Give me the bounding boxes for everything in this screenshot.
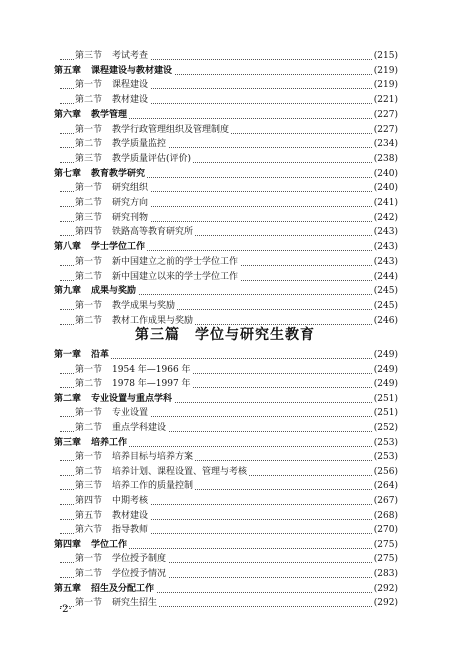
toc-entry-page: (292) [372, 595, 398, 611]
toc-entry-label [75, 269, 240, 285]
toc-section-entry [0, 551, 450, 567]
toc-entry-number: 第一节 [75, 452, 103, 463]
toc-entry-title: 铁路高等教育研究所 [112, 227, 194, 238]
toc-entry-title: 课程建设与教材建设 [91, 65, 173, 76]
toc-entry-number: 第三节 [75, 481, 103, 492]
toc-section-entry [0, 478, 450, 494]
toc-entry-label [75, 254, 240, 270]
toc-entry-title: 指导教师 [112, 525, 149, 536]
toc-entry-number: 第五章 [54, 65, 82, 76]
toc-entry-label [54, 283, 138, 299]
toc-chapter-entry [0, 166, 450, 182]
part-title: 第三篇 学位与研究生教育 [135, 327, 315, 343]
toc-chapter-entry [0, 435, 450, 451]
toc-entry-title: 教材工作成果与奖励 [112, 315, 194, 326]
toc-entry-number: 第二节 [75, 95, 103, 106]
toc-section-entry [0, 195, 450, 211]
toc-entry-page: (268) [372, 508, 398, 524]
toc-section-entry [0, 508, 450, 524]
toc-entry-number: 第三节 [75, 51, 103, 61]
toc-entry-label [75, 405, 150, 421]
toc-section-entry [0, 92, 450, 108]
toc-entry-page: (249) [372, 376, 398, 392]
toc-entry-label [54, 239, 147, 255]
toc-entry-number: 第八章 [54, 242, 82, 253]
toc-entry-title: 培养目标与培养方案 [112, 452, 194, 463]
toc-entry-title: 教学管理 [91, 109, 128, 120]
toc-section-entry [0, 180, 450, 196]
toc-section-entry [0, 122, 450, 138]
toc-entry-page: (252) [372, 420, 398, 436]
toc-chapter-entry [0, 239, 450, 255]
toc-entry-label [75, 210, 150, 226]
toc-entry-label [54, 107, 129, 123]
toc-entry-page: (256) [372, 464, 398, 480]
toc-section-entry [0, 298, 450, 314]
toc-entry-label [75, 464, 249, 480]
toc-chapter-entry [0, 347, 450, 363]
toc-entry-page: (249) [372, 347, 398, 363]
toc-section-entry [0, 77, 450, 93]
toc-entry-page: (251) [372, 405, 398, 421]
toc-section-entry [0, 254, 450, 270]
toc-entry-number: 第二节 [75, 466, 103, 477]
toc-section-entry [0, 224, 450, 240]
toc-entry-title: 研究刊物 [112, 212, 149, 223]
toc-section-entry [0, 493, 450, 509]
toc-entry-title: 新中国建立以来的学士学位工作 [112, 271, 239, 282]
toc-entry-title: 教学质量评估(评价) [112, 153, 192, 164]
toc-entry-number: 第二节 [75, 198, 103, 208]
toc-entry-page: (253) [372, 435, 398, 451]
toc-entry-label [75, 48, 150, 64]
toc-entry-title: 教学行政管理组织及管理制度 [112, 124, 230, 135]
toc-entry-label [75, 195, 150, 211]
toc-entry-title: 1978 年—1997 年 [112, 379, 191, 390]
toc-entry-title: 培养工作 [91, 437, 128, 448]
toc-section-entry [0, 449, 450, 465]
toc-entry-number: 第一节 [75, 598, 103, 609]
toc-entry-page: (270) [372, 522, 398, 538]
toc-entry-page: (249) [372, 362, 398, 378]
toc-entry-number: 第二节 [75, 379, 103, 390]
toc-entry-label [75, 478, 195, 494]
toc-entry-page: (267) [372, 493, 398, 509]
toc-entry-page: (221) [372, 92, 398, 108]
toc-entry-label [75, 522, 150, 538]
toc-entry-number: 第一节 [75, 554, 103, 565]
toc-entry-title: 考试考查 [112, 51, 149, 61]
toc-entry-page: (241) [372, 195, 398, 211]
toc-entry-title: 培养计划、课程设置、管理与考核 [112, 466, 248, 477]
page-number: ·2· [59, 604, 72, 615]
toc-chapter-entry [0, 283, 450, 299]
toc-entry-title: 招生及分配工作 [91, 583, 155, 594]
toc-entry-number: 第二节 [75, 423, 103, 433]
toc-chapter-entry [0, 391, 450, 407]
toc-entry-page: (227) [372, 107, 398, 123]
toc-entry-number: 第九章 [54, 286, 82, 297]
toc-entry-number: 第六章 [54, 109, 82, 120]
toc-entry-page: (246) [372, 313, 398, 329]
toc-entry-title: 沿革 [91, 350, 110, 360]
toc-entry-label [75, 180, 150, 196]
toc-entry-title: 教育教学研究 [91, 168, 146, 179]
toc-entry-title: 专业设置与重点学科 [91, 393, 173, 404]
toc-entry-number: 第五节 [75, 510, 103, 521]
toc-entry-title: 1954 年—1966 年 [112, 364, 191, 375]
toc-section-entry [0, 376, 450, 392]
toc-section-entry [0, 151, 450, 167]
toc-entry-page: (244) [372, 269, 398, 285]
toc-entry-page: (243) [372, 239, 398, 255]
toc-entry-label [75, 508, 150, 524]
toc-section-entry [0, 464, 450, 480]
toc-entry-title: 研究生招生 [112, 598, 158, 609]
toc-chapter-entry [0, 581, 450, 597]
toc-entry-label [75, 566, 168, 582]
toc-entry-page: (240) [372, 166, 398, 182]
toc-entry-label [75, 122, 231, 138]
toc-entry-title: 学位授予情况 [112, 569, 167, 579]
toc-entry-page: (234) [372, 136, 398, 152]
toc-entry-number: 第二章 [54, 393, 82, 404]
toc-entry-number: 第三节 [75, 212, 103, 223]
toc-entry-number: 第四章 [54, 539, 82, 550]
toc-entry-number: 第四节 [75, 496, 103, 506]
toc-entry-page: (283) [372, 566, 398, 582]
toc-entry-page: (275) [372, 551, 398, 567]
toc-entry-title: 教学成果与奖励 [112, 300, 176, 311]
toc-section-entry [0, 405, 450, 421]
toc-chapter-entry [0, 63, 450, 79]
toc-entry-page: (215) [372, 48, 398, 64]
toc-entry-number: 第一节 [75, 80, 103, 91]
toc-entry-number: 第七章 [54, 168, 82, 179]
toc-entry-number: 第一节 [75, 256, 103, 267]
toc-entry-title: 课程建设 [112, 80, 149, 91]
toc-entry-number: 第六节 [75, 525, 103, 536]
toc-section-entry [0, 269, 450, 285]
toc-entry-label [75, 595, 159, 611]
toc-chapter-entry [0, 107, 450, 123]
toc-entry-page: (264) [372, 478, 398, 494]
toc-entry-number: 第四节 [75, 227, 103, 238]
toc-entry-title: 成果与奖励 [91, 286, 137, 297]
toc-entry-number: 第二节 [75, 315, 103, 326]
toc-entry-label [75, 77, 150, 93]
toc-entry-title: 学位授予制度 [112, 554, 167, 565]
toc-section-entry [0, 362, 450, 378]
toc-entry-page: (245) [372, 283, 398, 299]
toc-entry-label [75, 151, 193, 167]
toc-entry-page: (245) [372, 298, 398, 314]
toc-entry-label [54, 537, 129, 553]
toc-entry-label [54, 63, 174, 79]
toc-entry-number: 第一节 [75, 364, 103, 375]
toc-entry-page: (243) [372, 224, 398, 240]
toc-entry-label [54, 391, 174, 407]
toc-entry-title: 教学质量监控 [112, 139, 167, 150]
toc-entry-title: 新中国建立之前的学士学位工作 [112, 256, 239, 267]
toc-entry-title: 重点学科建设 [112, 423, 167, 433]
toc-entry-number: 第三节 [75, 153, 103, 164]
toc-entry-number: 第一节 [75, 124, 103, 135]
toc-entry-label [75, 551, 168, 567]
toc-entry-number: 第二节 [75, 271, 103, 282]
toc-chapter-entry [0, 537, 450, 553]
toc-entry-number: 第一节 [75, 300, 103, 311]
toc-section-entry [0, 566, 450, 582]
toc-entry-label [54, 435, 129, 451]
toc-section-entry [0, 136, 450, 152]
toc-entry-page: (219) [372, 63, 398, 79]
toc-entry-number: 第二节 [75, 569, 103, 579]
toc-entry-label [75, 136, 168, 152]
toc-section-entry [0, 210, 450, 226]
toc-entry-number: 第五章 [54, 583, 82, 594]
toc-entry-title: 教材建设 [112, 95, 149, 106]
toc-entry-label [75, 92, 150, 108]
toc-entry-label [75, 420, 168, 436]
toc-entry-label [75, 224, 195, 240]
toc-entry-label [75, 298, 177, 314]
toc-entry-label [75, 493, 150, 509]
toc-entry-number: 第一章 [54, 350, 82, 360]
toc-entry-label [54, 347, 111, 363]
toc-entry-label [54, 581, 156, 597]
toc-entry-page: (219) [372, 77, 398, 93]
toc-entry-page: (292) [372, 581, 398, 597]
toc-entry-page: (251) [372, 391, 398, 407]
toc-entry-page: (240) [372, 180, 398, 196]
toc-entry-page: (238) [372, 151, 398, 167]
toc-entry-page: (275) [372, 537, 398, 553]
toc-entry-title: 研究组织 [112, 183, 149, 194]
toc-entry-title: 培养工作的质量控制 [112, 481, 194, 492]
toc-entry-label [75, 376, 193, 392]
toc-entry-number: 第一节 [75, 183, 103, 194]
toc-entry-label [75, 449, 195, 465]
toc-entry-title: 学位工作 [91, 539, 128, 550]
toc-entry-title: 研究方向 [112, 198, 149, 208]
toc-section-entry [0, 420, 450, 436]
toc-entry-title: 学士学位工作 [91, 242, 146, 253]
toc-entry-label [75, 362, 193, 378]
toc-entry-number: 第三章 [54, 437, 82, 448]
toc-entry-page: (242) [372, 210, 398, 226]
toc-entry-label [54, 166, 147, 182]
toc-entry-number: 第一节 [75, 408, 103, 419]
toc-entry-title: 教材建设 [112, 510, 149, 521]
toc-entry-page: (243) [372, 254, 398, 270]
toc-entry-number: 第二节 [75, 139, 103, 150]
toc-entry-title: 专业设置 [112, 408, 149, 419]
toc-entry-title: 中期考核 [112, 496, 149, 506]
toc-entry-page: (227) [372, 122, 398, 138]
toc-section-entry [0, 522, 450, 538]
toc-section-entry [0, 48, 450, 64]
toc-entry-page: (253) [372, 449, 398, 465]
